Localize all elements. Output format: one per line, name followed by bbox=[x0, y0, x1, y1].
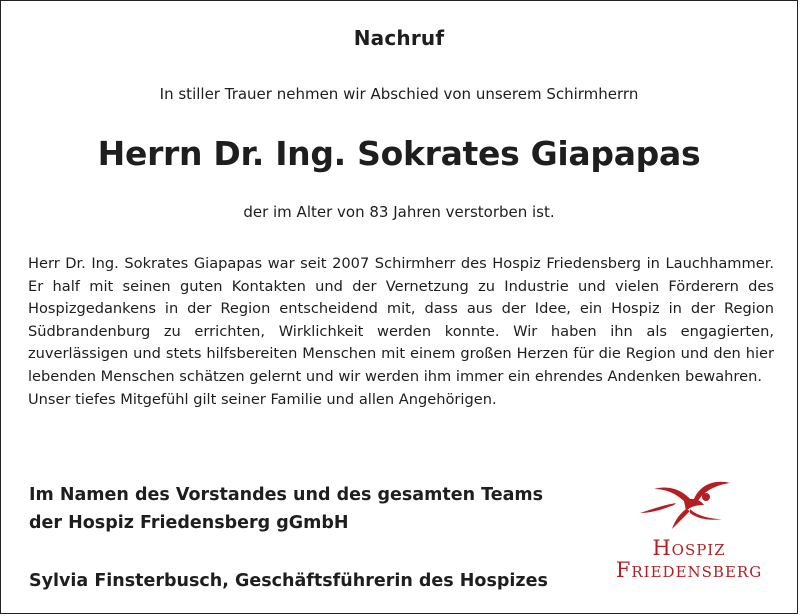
notice-heading: Nachruf bbox=[353, 26, 445, 50]
logo-text-line-1: Hospiz bbox=[652, 536, 726, 560]
signature-block bbox=[29, 481, 629, 537]
hospiz-logo bbox=[604, 479, 774, 599]
condolence-line: Unser tiefes Mitgefühl gilt seiner Familie und allen Angehörigen. bbox=[28, 390, 497, 408]
intro-line: In stiller Trauer nehmen wir Abschied von unserem Schirmherrn bbox=[159, 85, 639, 103]
signature-line-2: der Hospiz Friedensberg gGmbH bbox=[29, 513, 349, 533]
flying-figure-icon bbox=[634, 479, 744, 531]
tribute-text bbox=[28, 253, 774, 411]
signature-line-1: Im Namen des Vorstandes und des gesamten Teams bbox=[29, 485, 544, 505]
deceased-name: Herrn Dr. Ing. Sokrates Giapapas bbox=[97, 134, 701, 173]
signatory-line: Sylvia Finsterbusch, Geschäftsführerin des Hospizes bbox=[29, 571, 548, 591]
logo-text-line-2: Friedensberg bbox=[615, 558, 763, 582]
tribute-paragraph: Herr Dr. Ing. Sokrates Giapapas war seit 2007 Schirmherr des Hospiz Friedensberg in Lauchhammer. Er half mit seinen guten Kontakten und der Vernetzung zu Industrie und vielen Förderern des Hospizgedankens in der Region entscheidend mit, dass aus der Idee, ein Hospiz in der Region Südbrandenburg zu errichten, Wirklichkeit werden konnte. Wir haben ihn als engagierten, zuverlässigen und stets hilfsbereiten Menschen mit einem großen Herzen für die Region und den hier lebenden Menschen schätzen gelernt und wir werden ihm immer ein ehrendes Andenken bewahren. bbox=[28, 255, 774, 385]
age-line: der im Alter von 83 Jahren verstorben ist. bbox=[243, 203, 555, 221]
